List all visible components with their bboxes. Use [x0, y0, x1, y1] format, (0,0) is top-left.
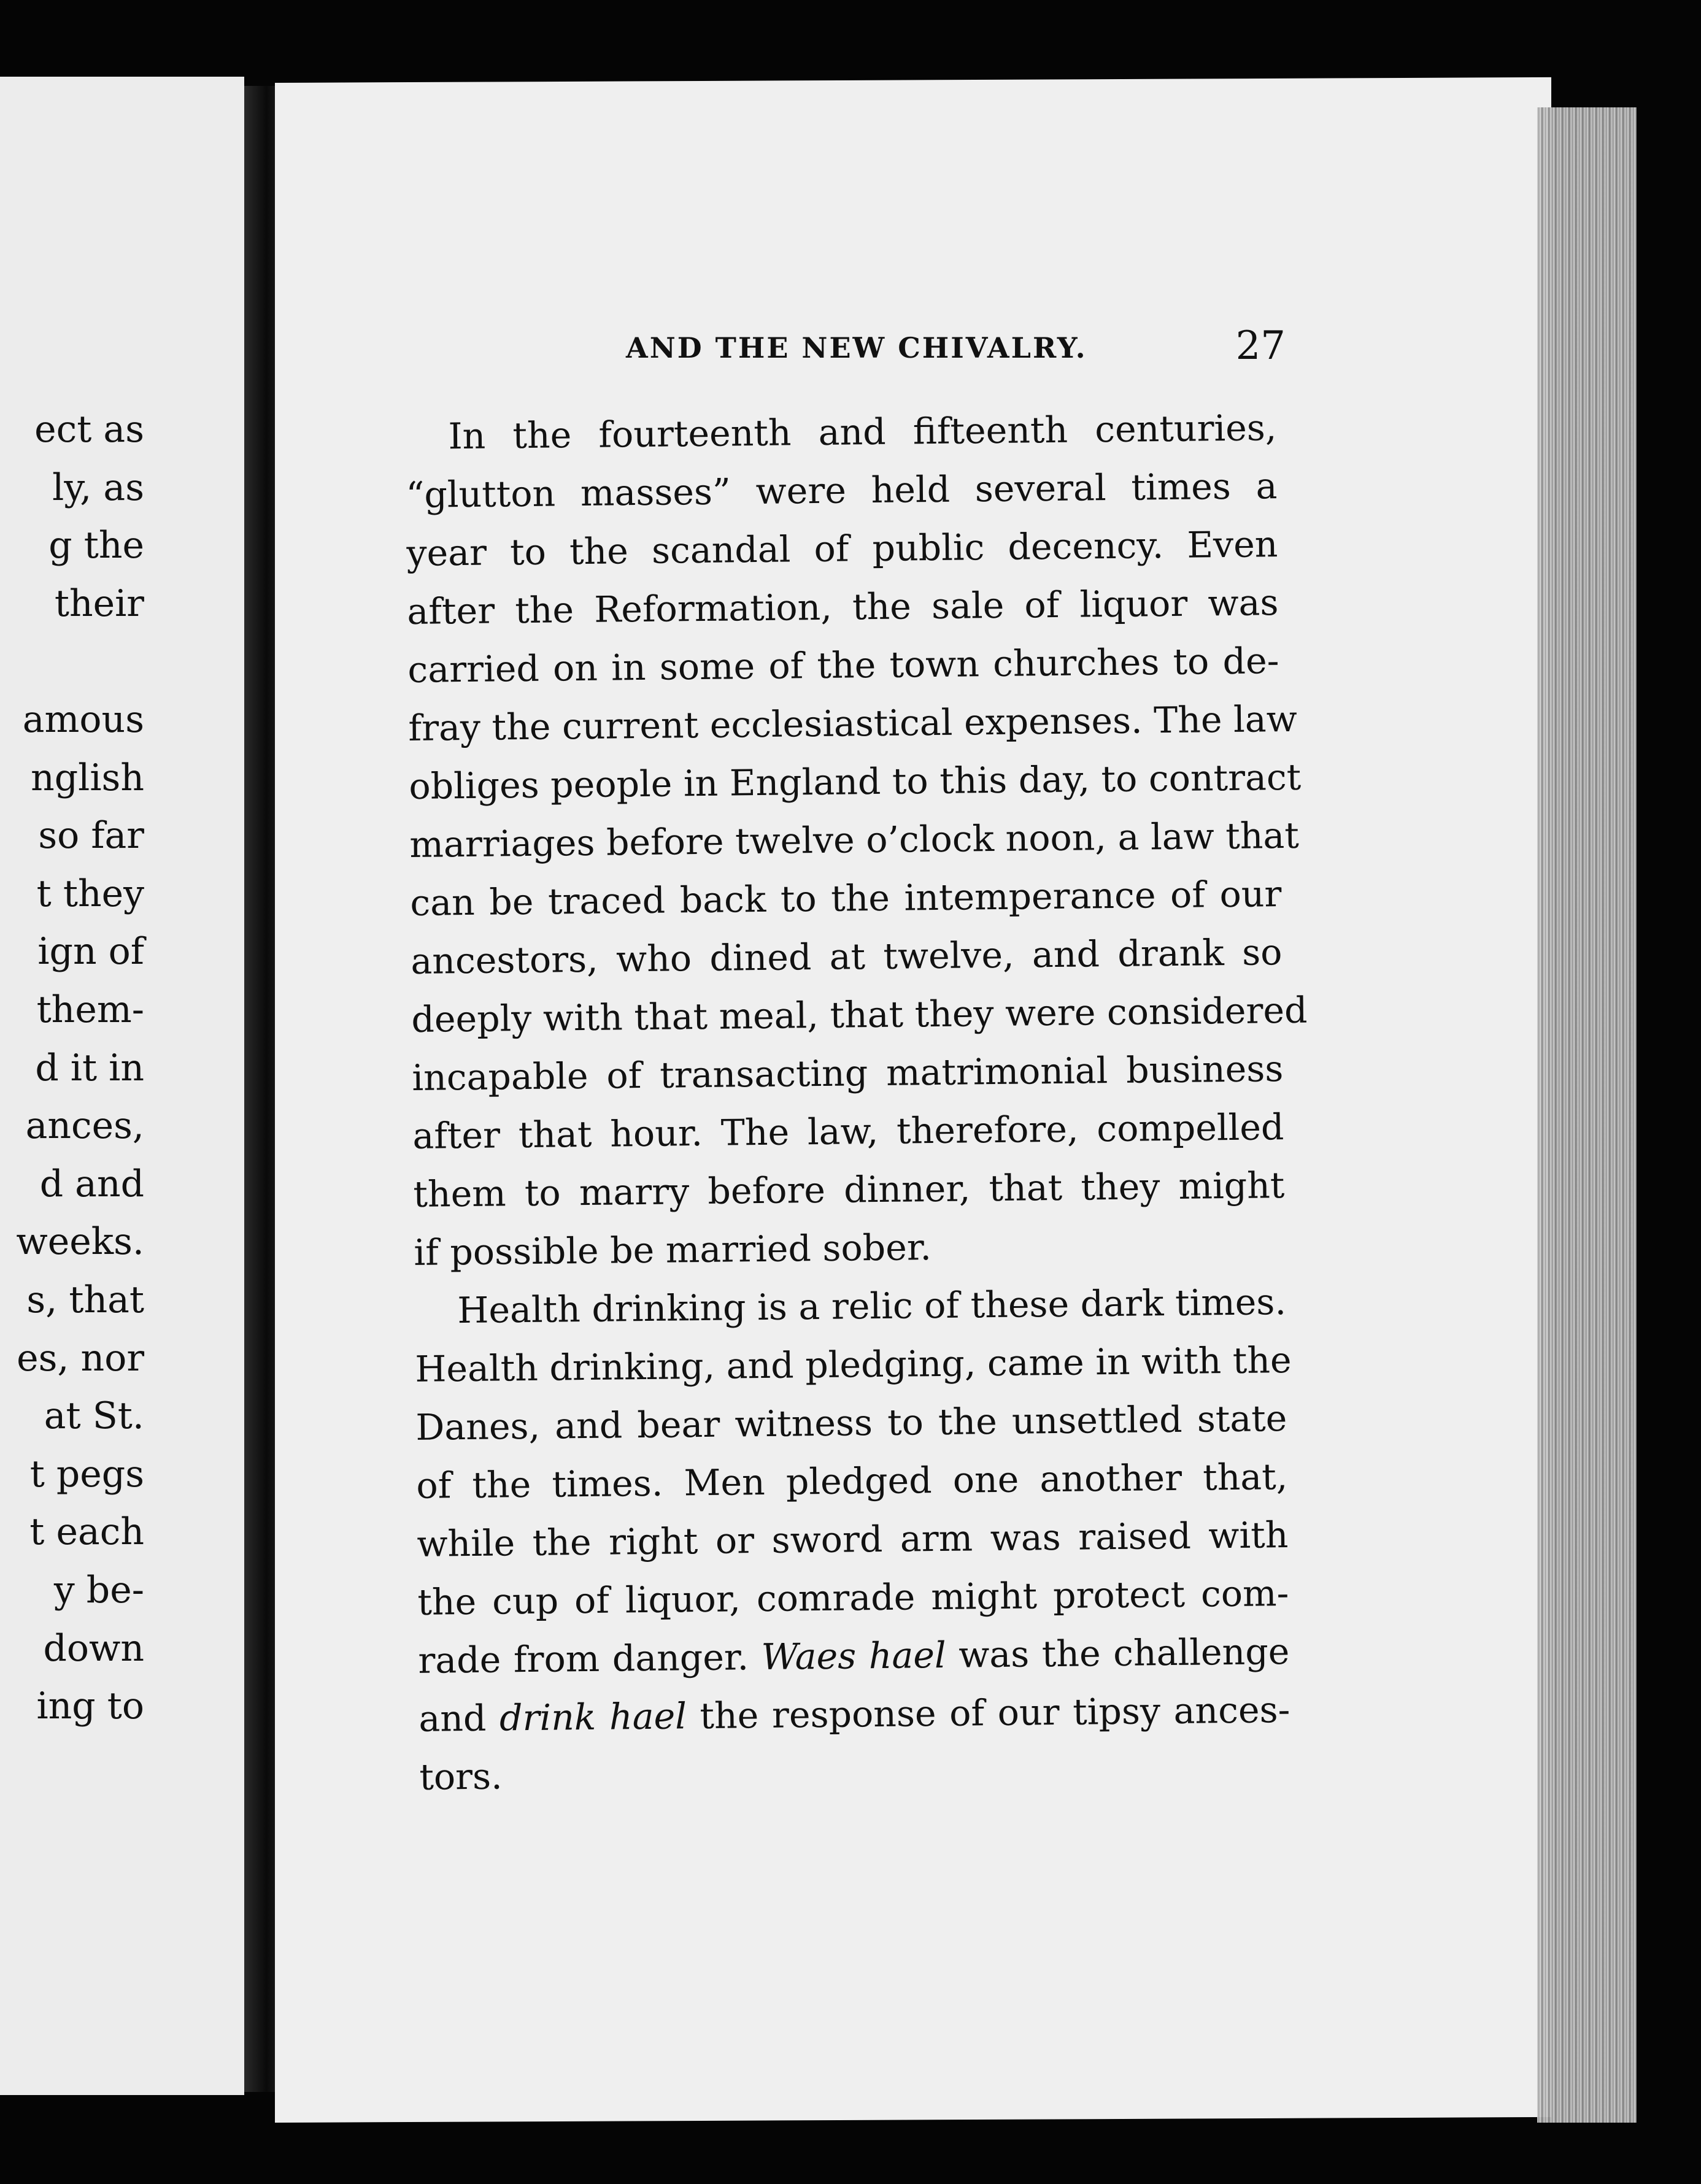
facing-page-line: nglish [31, 756, 144, 799]
text-line: of the times. Men pledged one another that, [416, 1456, 1288, 1507]
text-line [418, 1681, 1290, 1748]
text-run: rade from danger. [418, 1636, 749, 1682]
facing-page-line: amous [22, 698, 144, 741]
text-run: the response of our tipsy ances- [686, 1689, 1290, 1737]
text-line: fray the current ecclesiastical expenses. The law [408, 698, 1298, 749]
paragraph-2 [414, 1273, 1291, 1807]
page-header [626, 323, 1286, 377]
facing-page-line: d and [39, 1162, 144, 1205]
italic-phrase: Waes hael [761, 1634, 947, 1678]
text-line: marriages before twelve o’clock noon, a law that [409, 814, 1300, 866]
facing-page [0, 77, 244, 2095]
text-line: tors. [419, 1755, 503, 1798]
facing-page-line: d it in [35, 1046, 144, 1090]
text-line: In the fourteenth and fifteenth centuries, [448, 407, 1277, 458]
facing-page-line: ing to [36, 1685, 144, 1728]
facing-page-line: so far [38, 814, 144, 858]
text-line: after the Reformation, the sale of liquor was [407, 582, 1279, 633]
facing-page-line: ign of [37, 930, 144, 974]
facing-page-line: t each [29, 1510, 144, 1554]
text-line: the cup of liquor, comrade might protect com- [417, 1572, 1289, 1623]
facing-page-line: s, that [26, 1278, 144, 1321]
facing-page-text [0, 77, 244, 2095]
text-line [418, 1623, 1290, 1690]
text-line: them to marry before dinner, that they might [413, 1164, 1285, 1215]
text-line: year to the scandal of public decency. Even [406, 523, 1278, 574]
facing-page-line: down [43, 1626, 144, 1670]
body-text [405, 399, 1308, 1807]
text-line: Danes, and bear witness to the unsettled state [415, 1398, 1287, 1448]
paragraph-1 [405, 399, 1308, 1282]
text-line: Health drinking is a relic of these dark times. [457, 1281, 1287, 1332]
text-line: “glutton masses” were held several times a [406, 465, 1278, 516]
page-number: 27 [1235, 323, 1286, 369]
text-line: can be traced back to the intemperance of our [410, 873, 1282, 924]
text-line: ancestors, who dined at twelve, and drank so [411, 931, 1282, 982]
running-head: AND THE NEW CHIVALRY. [626, 331, 1087, 364]
facing-page-line: t pegs [29, 1452, 144, 1496]
text-line: obliges people in England to this day, to contract [409, 756, 1302, 807]
text-line: deeply with that meal, that they were considered [411, 989, 1308, 1040]
text-line: after that hour. The law, therefore, compelled [412, 1106, 1284, 1157]
facing-page-line: ect as [34, 408, 144, 451]
text-line: if possible be married sober. [414, 1226, 932, 1274]
text-line: incapable of transacting matrimonial business [412, 1048, 1284, 1099]
facing-page-line: t they [36, 872, 144, 915]
facing-page-line: at St. [44, 1394, 144, 1438]
facing-page-line: es, nor [17, 1336, 144, 1380]
facing-page-line: ances, [25, 1104, 144, 1148]
italic-phrase: drink hael [499, 1695, 687, 1739]
text-run: and [418, 1697, 500, 1740]
facing-page-line: them- [36, 988, 144, 1031]
text-run: was the challenge [946, 1631, 1290, 1676]
text-line: carried on in some of the town churches to de- [407, 640, 1279, 691]
facing-page-line: g the [48, 524, 144, 567]
facing-page-line: y be- [53, 1569, 144, 1612]
facing-page-line: ly, as [52, 466, 144, 509]
text-line: Health drinking, and pledging, came in with the [415, 1339, 1292, 1390]
page-edges [1537, 107, 1637, 2123]
facing-page-line: their [54, 582, 144, 625]
facing-page-line: weeks. [16, 1220, 144, 1264]
text-line: while the right or sword arm was raised with [417, 1514, 1289, 1565]
